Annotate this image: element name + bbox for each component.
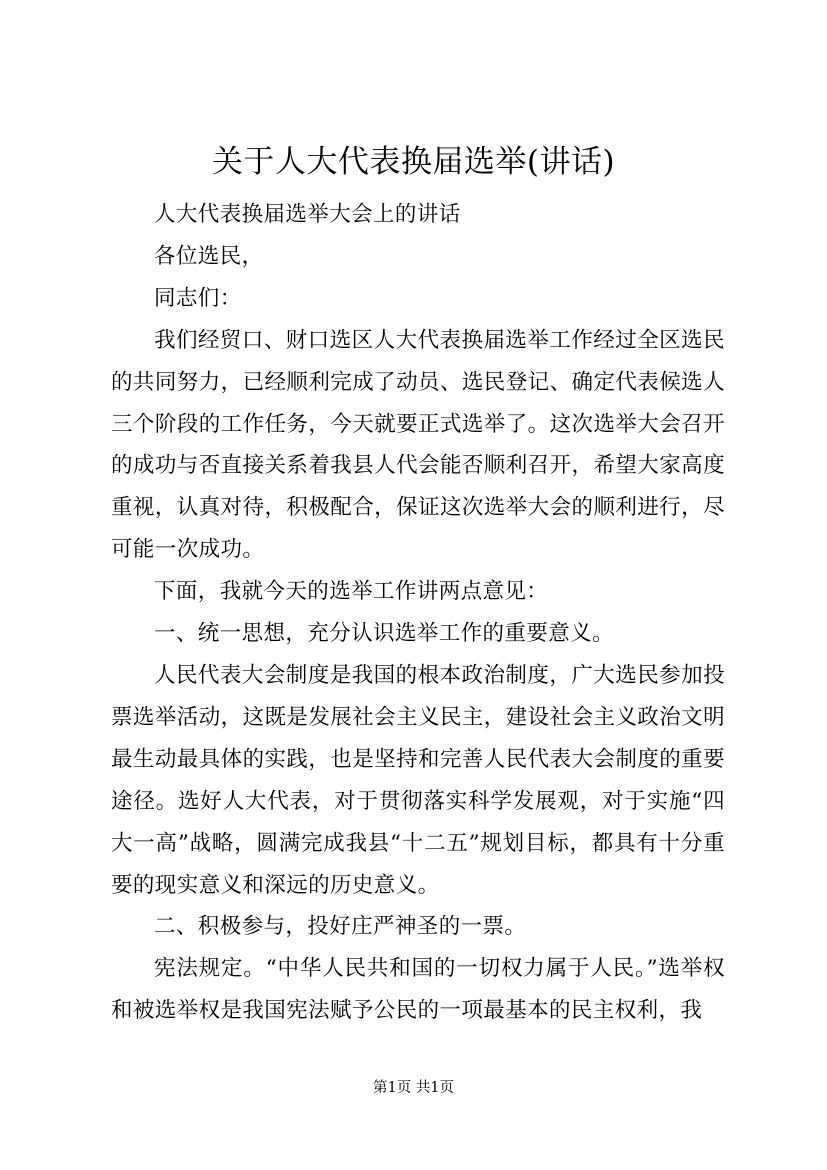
- paragraph-system-significance: 人民代表大会制度是我国的根本政治制度，广大选民参加投票选举活动，这既是发展社会主义民主，建设社会主义政治文明最生动最具体的实践，也是坚持和完善人民代表大会制度的重要途径。选好人大代表，对于贯彻落实科学发展观，对于实施“四大一高”战略，圆满完成我县“十二五”规划目标，都具有十分重要的现实意义和深远的历史意义。: [111, 662, 725, 898]
- paragraph-salutation-comrades: 同志们：: [154, 285, 242, 311]
- paragraph-salutation-voters: 各位选民，: [154, 243, 264, 269]
- paragraph-heading-one: 一、统一思想，充分认识选举工作的重要意义。: [154, 621, 614, 647]
- document-title: 关于人大代表换届选举(讲话): [211, 144, 616, 180]
- paragraph-intro: 我们经贸口、财口选区人大代表换届选举工作经过全区选民的共同努力，已经顺利完成了动员、选民登记、确定代表候选人三个阶段的工作任务，今天就要正式选举了。这次选举大会召开的成功与否直接关系着我县人代会能否顺利召开，希望大家高度重视，认真对待，积极配合，保证这次选举大会的顺利进行，尽可能一次成功。: [111, 327, 725, 563]
- paragraph-constitution: 宪法规定。“中华人民共和国的一切权力属于人民。”选举权和被选举权是我国宪法赋予公民的一项最基本的民主权利，我: [111, 956, 725, 1024]
- paragraph-heading-two: 二、积极参与，投好庄严神圣的一票。: [154, 914, 527, 940]
- page-number-footer: 第1页 共1页: [372, 1080, 455, 1096]
- paragraph-opinions-lead: 下面，我就今天的选举工作讲两点意见：: [154, 579, 549, 605]
- paragraph-subtitle: 人大代表换届选举大会上的讲话: [154, 202, 461, 227]
- document-body: [111, 194, 725, 1032]
